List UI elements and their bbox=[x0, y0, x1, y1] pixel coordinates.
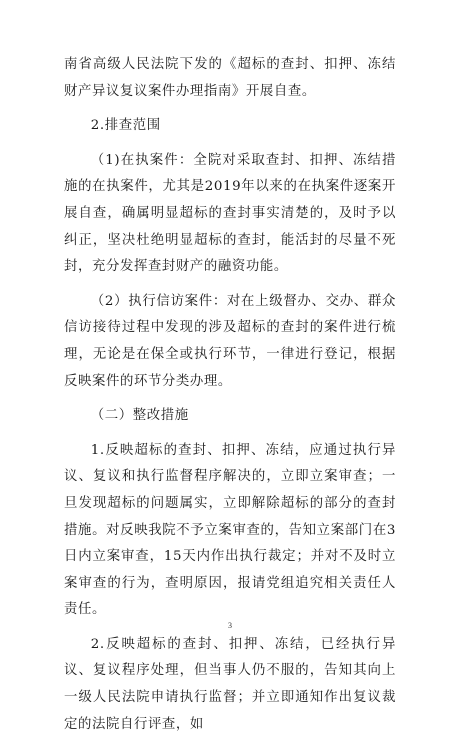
paragraph-petition-cases: （2）执行信访案件：对在上级督办、交办、群众信访接待过程中发现的涉及超标的查封的案件进行梳理，无论是在保全或执行环节，一律进行登记，根据反映案件的环节分类办理。 bbox=[64, 293, 396, 389]
paragraph-continuation: 南省高级人民法院下发的《超标的查封、扣押、冻结财产异议复议案件办理指南》开展自查。 bbox=[64, 57, 396, 99]
paragraph-cases-in-execution: （1)在执案件：全院对采取查封、扣押、冻结措施的在执案件，尤其是2019年以来的在执案件逐案开展自查，确属明显超标的查封事实清楚的，及时予以纠正，坚决杜绝明显超标的查封，能活封的尽量不死封，充分发挥查封财产的融资功能。 bbox=[64, 152, 396, 275]
paragraph-measure-1: 1.反映超标的查封、扣押、冻结，应通过执行异议、复议和执行监督程序解决的，立即立案审查；一旦发现超标的问题属实，立即解除超标的部分的查封措施。对反映我院不予立案审查的，告知立案部门在3日内立案审查，15天内作出执行裁定；并对不及时立案审查的行为，查明原因，报请党组追究相关责任人责任。 bbox=[64, 442, 396, 618]
page-number: 3 bbox=[228, 621, 232, 630]
section-heading-scope: 2.排查范围 bbox=[90, 118, 161, 134]
document-body bbox=[64, 52, 396, 738]
section-heading-rectification-measures: （二）整改措施 bbox=[90, 408, 189, 424]
paragraph-measure-2: 2.反映超标的查封、扣押、冻结，已经执行异议、复议程序处理，但当事人仍不服的，告知其向上一级人民法院申请执行监督；并立即通知作出复议裁定的法院自行评查，如 bbox=[64, 636, 396, 732]
